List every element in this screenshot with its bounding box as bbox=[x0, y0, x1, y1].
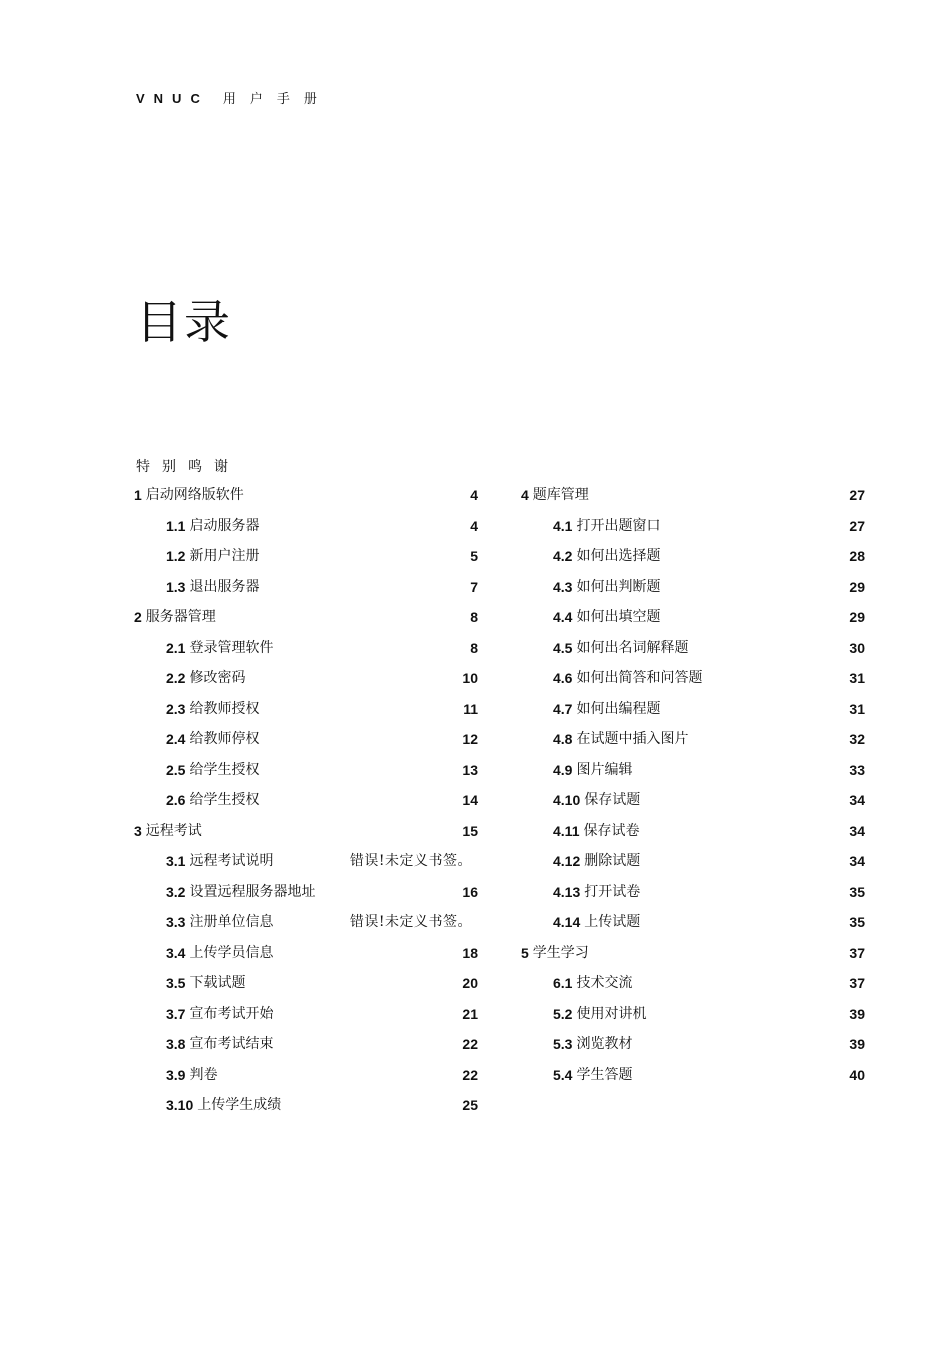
toc-entry-page: 40 bbox=[849, 1066, 865, 1083]
toc-entry-label: 打开出题窗口 bbox=[576, 517, 661, 534]
toc-entry[interactable] bbox=[134, 572, 478, 603]
toc-entry-number: 4.12 bbox=[553, 853, 581, 869]
toc-entry-page: 8 bbox=[470, 609, 478, 625]
toc-entry-page: 12 bbox=[462, 731, 478, 747]
page-title: 目录 bbox=[136, 295, 232, 349]
toc-entry[interactable] bbox=[134, 816, 478, 847]
toc-entry-label: 如何出编程题 bbox=[576, 700, 661, 717]
toc-entry[interactable] bbox=[521, 602, 865, 633]
toc-entry-page: 34 bbox=[849, 822, 865, 839]
toc-entry-page: 34 bbox=[849, 792, 865, 808]
toc-entry[interactable] bbox=[134, 907, 478, 938]
toc-entry-label: 启动服务器 bbox=[189, 517, 260, 534]
toc-entry-number: 3.7 bbox=[166, 1005, 186, 1022]
toc-entry[interactable] bbox=[521, 755, 865, 786]
toc-entry-label: 保存试卷 bbox=[583, 822, 640, 839]
toc-entry-page: 30 bbox=[849, 639, 865, 656]
toc-entry-number: 3.10 bbox=[166, 1097, 194, 1113]
toc-entry-number: 4.1 bbox=[553, 517, 573, 534]
toc-entry-page: 39 bbox=[849, 1005, 865, 1022]
toc-entry[interactable] bbox=[521, 633, 865, 664]
toc-entry-label: 保存试题 bbox=[584, 792, 641, 808]
toc-entry-label: 设置远程服务器地址 bbox=[189, 883, 316, 900]
toc-entry-page: 20 bbox=[462, 975, 478, 991]
toc-entry[interactable] bbox=[134, 1029, 478, 1060]
toc-entry-page: 28 bbox=[849, 548, 865, 564]
toc-entry[interactable] bbox=[134, 724, 478, 755]
toc-entry-number: 4.14 bbox=[553, 914, 581, 930]
toc-entry-number: 4.11 bbox=[553, 822, 580, 839]
toc-entry-label: 宣布考试结束 bbox=[189, 1036, 274, 1052]
header-brand: VNUC bbox=[136, 91, 209, 106]
toc-entry-number: 3.1 bbox=[166, 853, 186, 869]
toc-entry-label: 如何出填空题 bbox=[576, 609, 661, 625]
toc-entry-label: 下载试题 bbox=[189, 975, 246, 991]
toc-entry-number: 2.3 bbox=[166, 700, 186, 717]
toc-entry[interactable] bbox=[521, 663, 865, 694]
toc-entry-page: 4 bbox=[470, 487, 478, 503]
toc-entry-label: 给教师停权 bbox=[189, 731, 260, 747]
toc-entry[interactable] bbox=[134, 846, 478, 877]
toc-entry[interactable] bbox=[521, 938, 865, 969]
toc-entry-number: 4.13 bbox=[553, 883, 581, 900]
toc-entry-number: 3.8 bbox=[166, 1036, 186, 1052]
toc-entry-label: 给学生授权 bbox=[189, 761, 260, 778]
toc-entry-label: 图片编辑 bbox=[576, 761, 633, 778]
toc-entry[interactable] bbox=[521, 1060, 865, 1091]
toc-entry[interactable] bbox=[521, 846, 865, 877]
toc-entry-number: 3 bbox=[134, 822, 142, 839]
toc-entry-label: 如何出简答和问答题 bbox=[576, 670, 703, 686]
toc-entry-label: 远程考试 bbox=[145, 822, 202, 839]
toc-entry[interactable] bbox=[521, 877, 865, 908]
toc-entry-label: 新用户注册 bbox=[189, 548, 260, 564]
toc-entry-page: 39 bbox=[849, 1036, 865, 1052]
toc-entry-number: 4.3 bbox=[553, 578, 573, 595]
toc-entry[interactable] bbox=[134, 938, 478, 969]
toc-entry-page: 8 bbox=[470, 639, 478, 656]
toc-entry-page: 21 bbox=[462, 1005, 478, 1022]
toc-entry-label: 服务器管理 bbox=[145, 609, 216, 625]
toc-entry-page: 35 bbox=[849, 914, 865, 930]
toc-entry-label: 退出服务器 bbox=[189, 578, 260, 595]
toc-entry-label: 技术交流 bbox=[576, 975, 633, 991]
toc-entry[interactable] bbox=[521, 816, 865, 847]
toc-entry-label: 学生答题 bbox=[576, 1066, 633, 1083]
toc-special-thanks[interactable]: 特别鸣谢 bbox=[136, 459, 240, 475]
toc-entry[interactable] bbox=[521, 785, 865, 816]
toc-entry-label: 题库管理 bbox=[532, 487, 589, 503]
toc-entry-page: 25 bbox=[462, 1097, 478, 1113]
toc-entry-number: 2.5 bbox=[166, 761, 186, 778]
toc-entry-number: 4.6 bbox=[553, 670, 573, 686]
toc-entry-page: 14 bbox=[462, 792, 478, 808]
toc-entry-label: 如何出判断题 bbox=[576, 578, 661, 595]
toc-entry[interactable] bbox=[134, 663, 478, 694]
toc-entry-number: 3.5 bbox=[166, 975, 186, 991]
toc-entry-page: 5 bbox=[470, 548, 478, 564]
toc-entry[interactable] bbox=[134, 877, 478, 908]
toc-entry-page: 37 bbox=[849, 944, 865, 961]
toc-entry-number: 4.7 bbox=[553, 700, 573, 717]
toc-entry-number: 4.2 bbox=[553, 548, 573, 564]
toc-entry-label: 上传学生成绩 bbox=[197, 1097, 282, 1113]
toc-entry-page: 13 bbox=[462, 761, 478, 778]
toc-entry-number: 4.5 bbox=[553, 639, 573, 656]
toc-entry-page: 33 bbox=[849, 761, 865, 778]
toc-entry-label: 删除试题 bbox=[584, 853, 641, 869]
toc-entry-number: 3.3 bbox=[166, 914, 186, 930]
toc-entry[interactable] bbox=[134, 1090, 478, 1121]
toc-entry-number: 2.4 bbox=[166, 731, 186, 747]
toc-entry-number: 4.4 bbox=[553, 609, 573, 625]
toc-entry-page: 4 bbox=[470, 517, 478, 534]
toc-entry-label: 远程考试说明 bbox=[189, 853, 274, 869]
toc-entry-number: 4 bbox=[521, 487, 529, 503]
toc-entry-label: 打开试卷 bbox=[584, 883, 641, 900]
toc-entry-page: 34 bbox=[849, 853, 865, 869]
toc-entry-label: 修改密码 bbox=[189, 670, 246, 686]
toc-entry-number: 6.1 bbox=[553, 975, 573, 991]
toc-entry-label: 浏览教材 bbox=[576, 1036, 633, 1052]
toc-entry[interactable] bbox=[134, 480, 478, 511]
toc-entry-number: 1.3 bbox=[166, 578, 186, 595]
toc-entry-label: 给教师授权 bbox=[189, 700, 260, 717]
toc-entry-page: 7 bbox=[470, 578, 478, 595]
toc-entry-number: 1.2 bbox=[166, 548, 186, 564]
toc-entry-number: 3.9 bbox=[166, 1066, 186, 1083]
toc-entry-number: 5.3 bbox=[553, 1036, 573, 1052]
toc-entry-number: 5.2 bbox=[553, 1005, 573, 1022]
toc-entry-page: 16 bbox=[462, 883, 478, 900]
toc-entry[interactable] bbox=[521, 968, 865, 999]
toc-entry[interactable] bbox=[134, 541, 478, 572]
toc-entry-page: 18 bbox=[462, 944, 478, 961]
toc-entry-label: 判卷 bbox=[189, 1066, 218, 1083]
toc-entry[interactable] bbox=[134, 602, 478, 633]
toc-entry-page: 32 bbox=[849, 731, 865, 747]
toc-entry-page: 31 bbox=[849, 700, 865, 717]
toc-entry-label: 在试题中插入图片 bbox=[576, 731, 689, 747]
toc-entry[interactable] bbox=[521, 480, 865, 511]
toc-entry-number: 2.2 bbox=[166, 670, 186, 686]
toc-entry-number: 4.9 bbox=[553, 761, 573, 778]
toc-entry[interactable] bbox=[521, 572, 865, 603]
toc-entry[interactable] bbox=[521, 724, 865, 755]
toc-entry-page: 10 bbox=[462, 670, 478, 686]
toc-entry[interactable] bbox=[521, 694, 865, 725]
toc-entry[interactable] bbox=[134, 755, 478, 786]
toc-entry-label: 学生学习 bbox=[532, 944, 589, 961]
toc-entry-label: 上传试题 bbox=[584, 914, 641, 930]
toc-entry[interactable] bbox=[134, 511, 478, 542]
toc-entry[interactable] bbox=[134, 633, 478, 664]
toc-entry-page: 11 bbox=[463, 700, 478, 717]
running-header bbox=[136, 88, 331, 107]
toc-right-column bbox=[521, 480, 865, 1090]
toc-entry-page: 31 bbox=[849, 670, 865, 686]
toc-entry-page: 错误!未定义书签。 bbox=[349, 853, 472, 869]
toc-entry-page: 27 bbox=[849, 517, 865, 534]
toc-entry-label: 给学生授权 bbox=[189, 792, 260, 808]
toc-entry-page: 37 bbox=[849, 975, 865, 991]
toc-entry[interactable] bbox=[521, 541, 865, 572]
toc-entry[interactable] bbox=[521, 511, 865, 542]
toc-entry-label: 宣布考试开始 bbox=[189, 1005, 274, 1022]
toc-entry-label: 如何出名词解释题 bbox=[576, 639, 689, 656]
toc-entry-number: 5.4 bbox=[553, 1066, 573, 1083]
toc-entry-number: 4.10 bbox=[553, 792, 581, 808]
toc-entry-label: 登录管理软件 bbox=[189, 639, 274, 656]
toc-entry-number: 2.6 bbox=[166, 792, 186, 808]
toc-entry[interactable] bbox=[521, 999, 865, 1030]
toc-entry-number: 2.1 bbox=[166, 639, 186, 656]
toc-entry-label: 启动网络版软件 bbox=[145, 487, 244, 503]
toc-entry-number: 5 bbox=[521, 944, 529, 961]
toc-entry[interactable] bbox=[521, 907, 865, 938]
toc-entry-number: 4.8 bbox=[553, 731, 573, 747]
toc-entry-page: 29 bbox=[849, 578, 865, 595]
toc-entry[interactable] bbox=[134, 999, 478, 1030]
toc-entry[interactable] bbox=[521, 1029, 865, 1060]
toc-entry-number: 1.1 bbox=[166, 517, 186, 534]
toc-entry-label: 如何出选择题 bbox=[576, 548, 661, 564]
toc-entry-number: 1 bbox=[134, 487, 142, 503]
toc-entry-page: 15 bbox=[462, 822, 478, 839]
toc-entry-page: 22 bbox=[462, 1036, 478, 1052]
toc-entry-page: 29 bbox=[849, 609, 865, 625]
header-subtitle: 用户手册 bbox=[222, 92, 331, 107]
toc-entry-number: 3.4 bbox=[166, 944, 186, 961]
toc-entry[interactable] bbox=[134, 785, 478, 816]
toc-entry-label: 上传学员信息 bbox=[189, 944, 274, 961]
toc-entry[interactable] bbox=[134, 968, 478, 999]
toc-entry[interactable] bbox=[134, 1060, 478, 1091]
toc-entry-page: 35 bbox=[849, 883, 865, 900]
toc-entry-page: 22 bbox=[462, 1066, 478, 1083]
toc-entry[interactable] bbox=[134, 694, 478, 725]
toc-entry-label: 使用对讲机 bbox=[576, 1005, 647, 1022]
toc-entry-page: 27 bbox=[849, 487, 865, 503]
toc-left-column bbox=[134, 480, 478, 1121]
toc-entry-number: 2 bbox=[134, 609, 142, 625]
toc-entry-page: 错误!未定义书签。 bbox=[349, 914, 472, 930]
toc-entry-label: 注册单位信息 bbox=[189, 914, 274, 930]
toc-entry-number: 3.2 bbox=[166, 883, 186, 900]
